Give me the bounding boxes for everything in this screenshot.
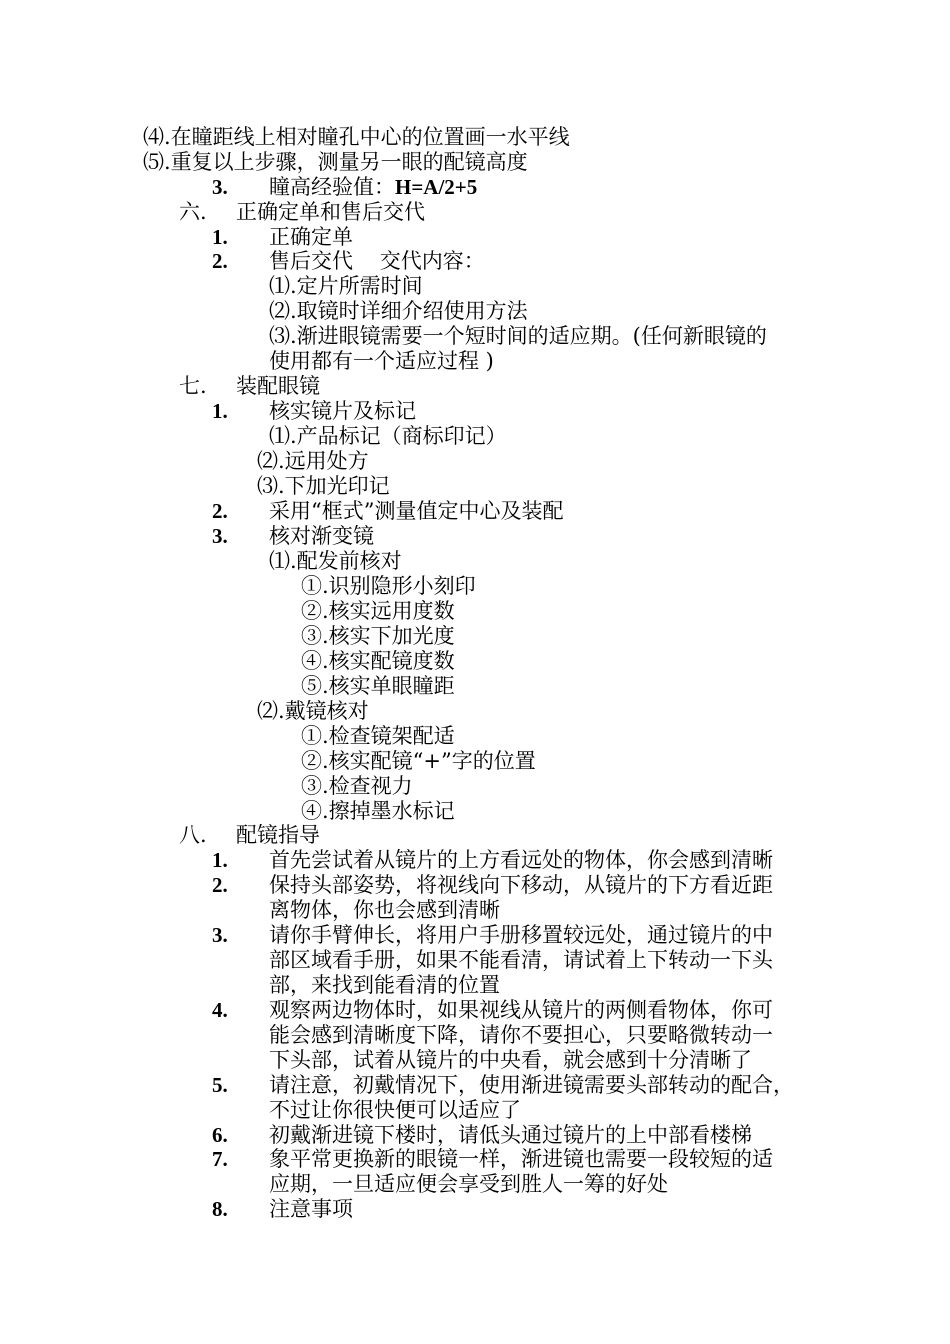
list-item: ⑶.渐进眼镜需要一个短时间的适应期。(任何新眼镜的 [269,324,767,348]
list-item: ④.擦掉墨水标记 [301,799,455,823]
list-item-continuation: 部区域看手册，如果不能看清，请试着上下转动一下头 [269,948,773,972]
list-item: ⑵.远用处方 [257,449,369,473]
list-item: ⑵.戴镜核对 [257,699,369,723]
list-item: ①.识别隐形小刻印 [301,574,476,598]
document-page: ⑷.在瞳距线上相对瞳孔中心的位置画一水平线 ⑸.重复以上步骤，测量另一眼的配镜高度 3. 瞳高经验值： H=A/2+5 六. 正确定单和售后交代 1. 正确定单 2. 售后交代 交代内容： ⑴.定片所需时间 ⑵.取镜时详细介绍使用方法 ⑶.渐进眼镜需要一个短时间的适应期。(任何新眼镜的 使用都有一个适应过程 ) 七. 装配眼镜 1. 核实镜片及标记 ⑴.产品标记（商标印记） ⑵.远用处方 ⑶.下加光印记 2. 采用“框式”测量值定中心及装配 3. 核对渐变镜 ⑴.配发前核对 ①.识别隐形小刻印 ②.核实远用度数 ③.核实下加光度 ④.核实配镜度数 ⑤.核实单眼瞳距 ⑵.戴镜核对 ①.检查镜架配适 ②.核实配镜“+”字的位置 ③.检查视力 ④.擦掉墨水标记 八. 配镜指导 1. 首先尝试着从镜片的上方看远处的物体，你会感到清晰 2. 保持头部姿势，将视线向下移动，从镜片的下方看近距 离物体，你也会感到清晰 3. 请你手臂伸长，将用户手册移置较远处，通过镜片的中 部区域看手册，如果不能看清，请试着上下转动一下头 部，来找到能看清的位置 4. 观察两边物体时，如果视线从镜片的两侧看物体，你可 能会感到清晰度下降，请你不要担心，只要略微转动一 下头部，试着从镜片的中央看，就会感到十分清晰了 5. 请注意，初戴情况下，使用渐进镜需要头部转动的配合， 不过让你很快便可以适应了 6. 初戴渐进镜下楼时，请低头通过镜片的上中部看楼梯 7. 象平常更换新的眼镜一样，渐进镜也需要一段较短的适 应期，一旦适应便会享受到胜人一筹的好处 8. 注意事项 [0,0,950,1344]
list-item: ④.核实配镜度数 [301,649,455,673]
list-item: ⑶.下加光印记 [257,474,390,498]
list-item-continuation: 不过让你很快便可以适应了 [269,1098,521,1122]
list-item-continuation: 部，来找到能看清的位置 [269,973,500,997]
list-item-continuation: 下头部，试着从镜片的中央看，就会感到十分清晰了 [269,1048,752,1072]
list-item-continuation: 能会感到清晰度下降，请你不要担心，只要略微转动一 [269,1023,773,1047]
list-item-continuation: 离物体，你也会感到清晰 [269,898,500,922]
section-heading: 六. 正确定单和售后交代 [179,200,425,224]
section-heading: 八. 配镜指导 [179,823,320,847]
list-item: ⑷.在瞳距线上相对瞳孔中心的位置画一水平线 [143,125,570,149]
list-item: ①.检查镜架配适 [301,724,455,748]
list-item: ⑵.取镜时详细介绍使用方法 [269,299,528,323]
list-item: ②.核实配镜“+”字的位置 [301,749,536,773]
list-item: ⑴.配发前核对 [269,549,402,573]
list-item: ⑴.定片所需时间 [269,274,423,298]
list-item: ⑤.核实单眼瞳距 [301,674,455,698]
list-item: ②.核实远用度数 [301,599,455,623]
section-heading: 七. 装配眼镜 [179,374,320,398]
list-item: ⑸.重复以上步骤，测量另一眼的配镜高度 [143,150,528,174]
list-item: ⑴.产品标记（商标印记） [269,424,507,448]
list-item: 使用都有一个适应过程 ) [269,349,494,373]
list-item: ③.核实下加光度 [301,624,455,648]
list-item: ③.检查视力 [301,774,413,798]
list-item-continuation: 应期，一旦适应便会享受到胜人一筹的好处 [269,1172,668,1196]
